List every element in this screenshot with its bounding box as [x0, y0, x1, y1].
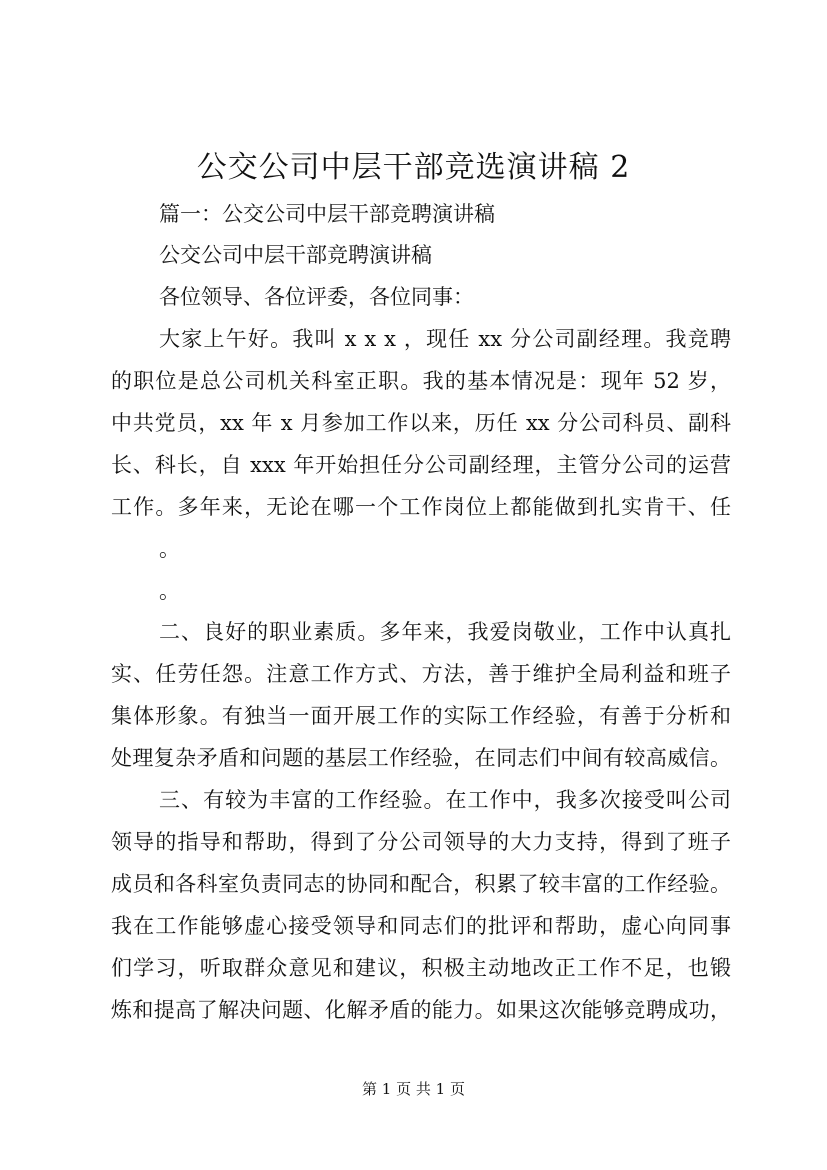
paragraph-line: 实、任劳任怨。注意工作方式、方法，善于维护全局利益和班子	[111, 662, 731, 686]
paragraph-line: 的职位是总公司机关科室正职。我的基本情况是：现年 52 岁，	[111, 369, 731, 393]
page-footer: 第 1 页 共 1 页	[362, 1080, 465, 1098]
paragraph-line: 中共党员，xx 年 x 月参加工作以来，历任 xx 分公司科员、副科	[111, 411, 731, 435]
paragraph-line: 我在工作能够虚心接受领导和同志们的批评和帮助，虚心向同事	[111, 914, 731, 938]
section-heading: 篇一：公交公司中层干部竞聘演讲稿	[159, 202, 495, 226]
ellipsis-line: 。	[159, 579, 180, 603]
paragraph-line: 们学习，听取群众意见和建议，积极主动地改正工作不足，也锻	[111, 956, 731, 980]
paragraph-line: 大家上午好。我叫 x x x ，现任 xx 分公司副经理。我竞聘	[159, 327, 731, 351]
paragraph-line: 成员和各科室负责同志的协同和配合，积累了较丰富的工作经验。	[111, 872, 731, 896]
paragraph-line: 三、有较为丰富的工作经验。在工作中，我多次接受叫公司	[159, 788, 731, 812]
ellipsis-line: 。	[159, 537, 180, 561]
salutation: 各位领导、各位评委，各位同事：	[159, 285, 474, 309]
speech-title: 公交公司中层干部竞聘演讲稿	[159, 243, 432, 267]
paragraph-line: 集体形象。有独当一面开展工作的实际工作经验，有善于分析和	[111, 704, 731, 728]
paragraph-line: 处理复杂矛盾和问题的基层工作经验，在同志们中间有较高威信。	[111, 746, 731, 770]
paragraph-line: 领导的指导和帮助，得到了分公司领导的大力支持，得到了班子	[111, 830, 731, 854]
document-title: 公交公司中层干部竞选演讲稿 2	[196, 150, 631, 185]
paragraph-line: 工作。多年来，无论在哪一个工作岗位上都能做到扎实肯干、任	[111, 495, 731, 519]
paragraph-line: 二、良好的职业素质。多年来，我爱岗敬业，工作中认真扎	[159, 620, 731, 644]
paragraph-line: 长、科长，自 xxx 年开始担任分公司副经理，主管分公司的运营	[111, 453, 731, 477]
paragraph-line: 炼和提高了解决问题、化解矛盾的能力。如果这次能够竞聘成功，	[111, 998, 731, 1022]
